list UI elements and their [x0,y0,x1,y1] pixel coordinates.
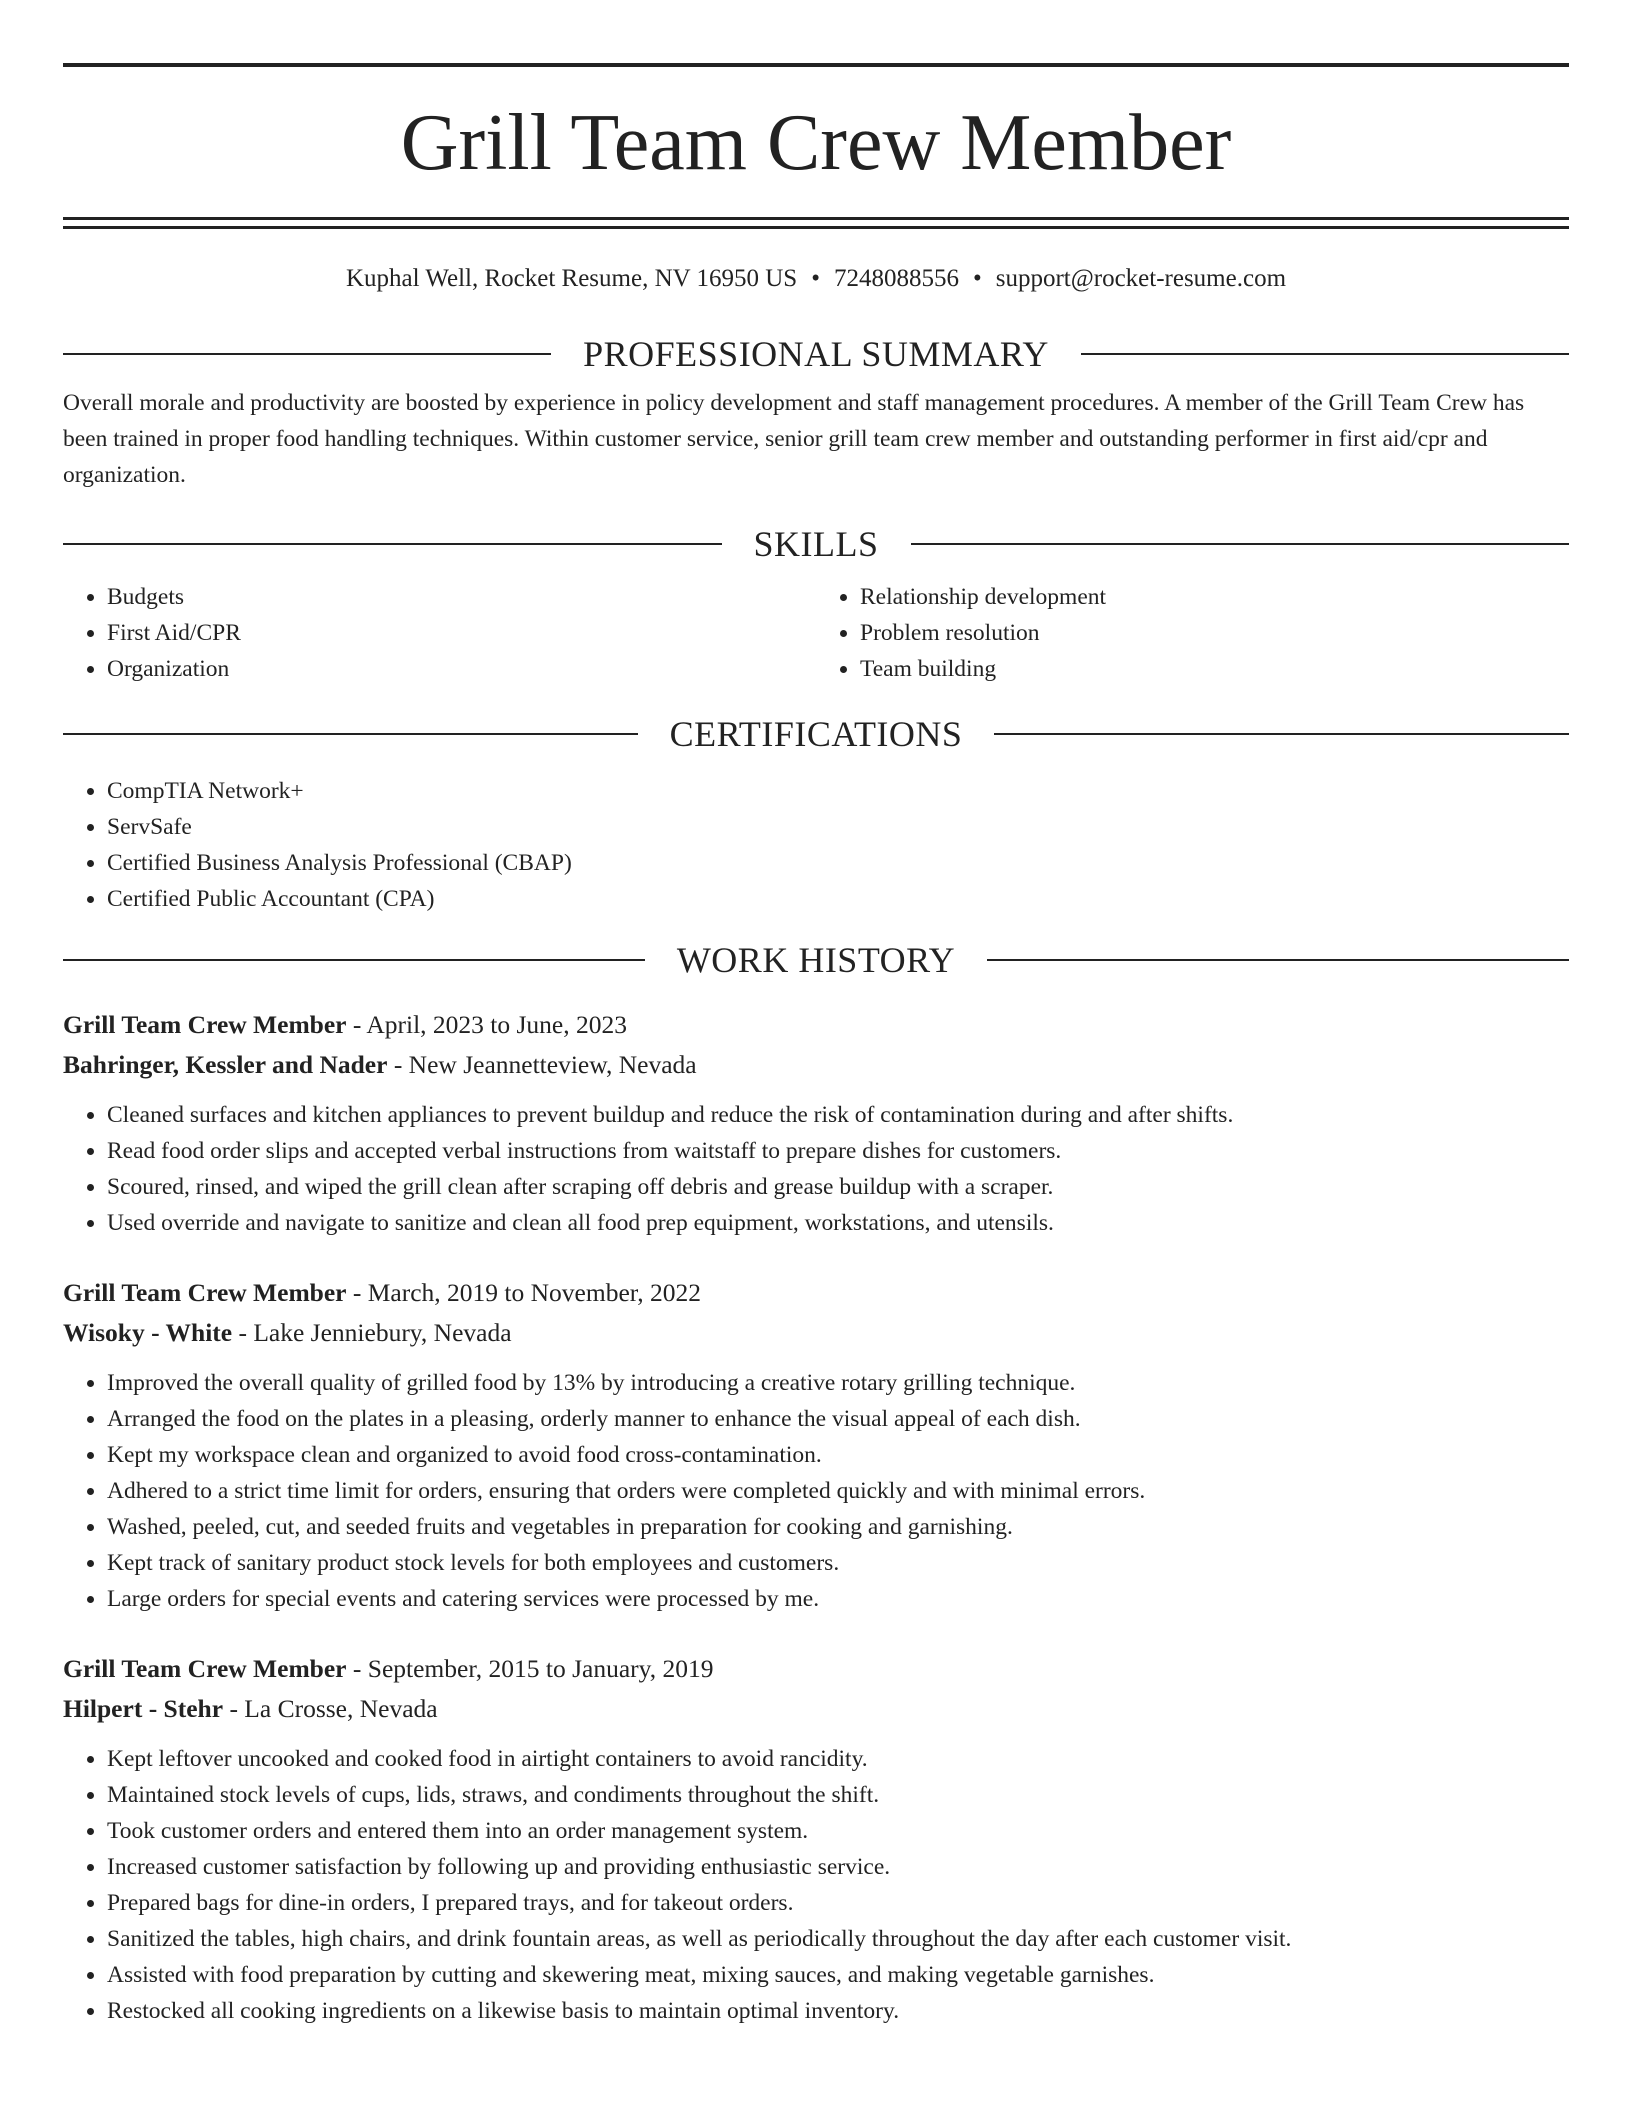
job-bullet: • Restocked all cooking ingredients on a likewise basis to maintain optimal inventory. [107,1993,1569,2029]
heading-rule-right [994,733,1569,735]
contact-phone: 7248088556 [833,265,959,292]
job-bullet: • Arranged the food on the plates in a pleasing, orderly manner to enhance the visual appeal of each dish. [107,1401,1569,1437]
certification-item: • Certified Public Accountant (CPA) [107,881,1569,917]
job-dates: - September, 2015 to January, 2019 [346,1654,714,1683]
skill-item: • First Aid/CPR [107,615,816,651]
heading-rule-left [63,543,722,545]
contact-separator: • [972,265,982,292]
section-heading-summary [63,333,1569,375]
heading-rule-right [911,543,1570,545]
heading-rule-right [987,959,1569,961]
job-title: Grill Team Crew Member [63,1278,347,1307]
skill-item: • Relationship development [860,579,1569,615]
job-bullet: • Prepared bags for dine-in orders, I prepared trays, and for takeout orders. [107,1885,1569,1921]
job-company-line [63,1313,1569,1353]
skills-column-right [816,579,1569,687]
job-dates: - March, 2019 to November, 2022 [346,1278,702,1307]
job-location: - Lake Jenniebury, Nevada [232,1318,512,1347]
job-company: Wisoky - White [63,1318,233,1347]
resume-title: Grill Team Crew Member [400,99,1232,187]
heading-rule-right [1081,353,1569,355]
job-bullet: • Kept track of sanitary product stock levels for both employees and customers. [107,1545,1569,1581]
contact-address: Kuphal Well, Rocket Resume, NV 16950 US [345,265,798,292]
job-bullet: • Read food order slips and accepted verbal instructions from waitstaff to prepare dishes for customers. [107,1133,1569,1169]
skills-list [63,579,1569,687]
certification-item: • ServSafe [107,809,1569,845]
job-company-line [63,1689,1569,1729]
job-entry [63,1649,1569,2029]
section-heading-skills [63,523,1569,565]
job-bullet: • Kept leftover uncooked and cooked food in airtight containers to avoid rancidity. [107,1741,1569,1777]
job-title-line [63,1005,1569,1045]
top-rule [63,63,1569,67]
contact-separator: • [811,265,820,292]
title-double-rule [63,217,1569,229]
job-bullet: • Used override and navigate to sanitize and clean all food prep equipment, workstations, and utensils. [107,1205,1569,1241]
job-location: - La Crosse, Nevada [223,1694,438,1723]
certification-item: • Certified Business Analysis Professional (CBAP) [107,845,1569,881]
job-bullets [63,1741,1569,2029]
job-location: - New Jeannetteview, Nevada [387,1050,697,1079]
summary-text: Overall morale and productivity are boosted by experience in policy development and staff management procedures. A member of the Grill Team Crew has been trained in proper food handling techniques. Within customer service, senior grill team crew member and outstanding performer in first aid/cpr and organization. [63,390,1525,488]
section-title: WORK HISTORY [676,940,956,980]
skill-item: • Organization [107,651,816,687]
job-company: Bahringer, Kessler and Nader [63,1050,388,1079]
section-heading-certifications [63,713,1569,755]
job-bullet: • Cleaned surfaces and kitchen appliances to prevent buildup and reduce the risk of contamination during and after shifts. [107,1097,1569,1133]
job-bullets [63,1365,1569,1617]
job-bullet: • Large orders for special events and catering services were processed by me. [107,1581,1569,1617]
job-bullet: • Improved the overall quality of grilled food by 13% by introducing a creative rotary grilling technique. [107,1365,1569,1401]
certification-item: • CompTIA Network+ [107,773,1569,809]
job-title: Grill Team Crew Member [63,1654,347,1683]
job-entry [63,1005,1569,1241]
job-company: Hilpert - Stehr [63,1694,224,1723]
contact-email: support@rocket-resume.com [995,265,1287,292]
section-title: CERTIFICATIONS [669,714,963,754]
section-title: PROFESSIONAL SUMMARY [583,334,1049,374]
skill-item: • Budgets [107,579,816,615]
heading-rule-left [63,733,638,735]
job-company-line [63,1045,1569,1085]
job-title-line [63,1649,1569,1689]
job-bullet: • Kept my workspace clean and organized to avoid food cross-contamination. [107,1437,1569,1473]
skill-item: • Problem resolution [860,615,1569,651]
job-bullet: • Maintained stock levels of cups, lids, straws, and condiments throughout the shift. [107,1777,1569,1813]
job-bullet: • Washed, peeled, cut, and seeded fruits and vegetables in preparation for cooking and garnishing. [107,1509,1569,1545]
skills-column-left [63,579,816,687]
job-bullet: • Assisted with food preparation by cutting and skewering meat, mixing sauces, and making vegetable garnishes. [107,1957,1569,1993]
job-bullet: • Sanitized the tables, high chairs, and drink fountain areas, as well as periodically throughout the day after each customer visit. [107,1921,1569,1957]
job-dates: - April, 2023 to June, 2023 [346,1010,628,1039]
heading-rule-left [63,959,645,961]
job-title: Grill Team Crew Member [63,1010,347,1039]
section-title: SKILLS [753,524,879,564]
job-bullet: • Scoured, rinsed, and wiped the grill clean after scraping off debris and grease buildup with a scraper. [107,1169,1569,1205]
job-bullets [63,1097,1569,1241]
job-bullet: • Took customer orders and entered them into an order management system. [107,1813,1569,1849]
job-bullet: • Increased customer satisfaction by following up and providing enthusiastic service. [107,1849,1569,1885]
certifications-list [63,773,1569,917]
contact-line [63,265,1569,293]
skill-item: • Team building [860,651,1569,687]
section-heading-work-history [63,939,1569,981]
job-entry [63,1273,1569,1617]
heading-rule-left [63,353,551,355]
job-title-line [63,1273,1569,1313]
job-bullet: • Adhered to a strict time limit for orders, ensuring that orders were completed quickly and with minimal errors. [107,1473,1569,1509]
